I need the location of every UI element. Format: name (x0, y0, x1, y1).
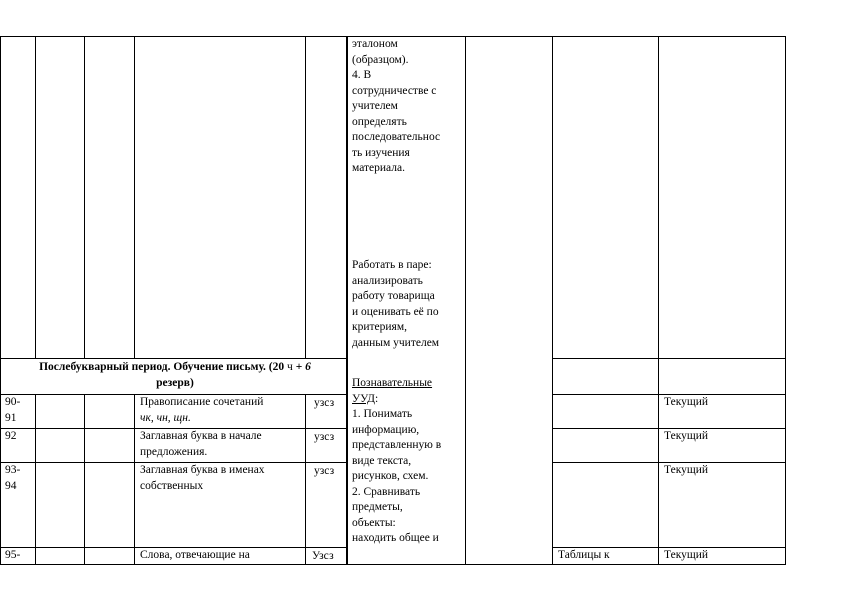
section-header-title: Послебукварный период. Обучение письму. (20 (39, 361, 288, 373)
pair-work-line: данным учителем (352, 336, 440, 349)
pair-work-line: критериям, (352, 321, 407, 333)
lesson-topic (140, 429, 262, 460)
lesson-topic (140, 395, 263, 426)
lesson-topic-line: Правописание сочетаний (140, 396, 264, 408)
cognitive-heading-2 (352, 392, 441, 408)
cognitive-line: предметы, (352, 501, 403, 513)
competency-text (352, 37, 440, 177)
competency-line: определять (352, 115, 407, 128)
pair-work-line: работу товарища (352, 290, 435, 302)
col-line-1b (35, 394, 36, 564)
cognitive-line: находить общее и (352, 532, 439, 544)
cognitive-heading: Познавательные (352, 377, 433, 389)
competency-line: учителем (352, 100, 398, 112)
col-line-1a (35, 36, 36, 358)
pair-work-line: анализировать (352, 274, 423, 287)
col-line-7 (552, 36, 553, 564)
cognitive-heading-colon: : (374, 392, 379, 405)
competency-line: ть изучения (352, 146, 410, 159)
lesson-number-line: 95- (5, 549, 21, 561)
cognitive-line: виде текста, (352, 454, 412, 467)
competency-line: сотрудничестве с (352, 84, 437, 97)
lesson-number (5, 463, 20, 494)
lesson-number-line: 91 (5, 411, 17, 424)
lesson-type: узсз (314, 465, 335, 477)
control-type: Текущий (664, 549, 709, 561)
pair-work-line: и оценивать её по (352, 305, 439, 318)
section-top-line-right (552, 358, 786, 359)
control-type: Текущий (664, 430, 709, 442)
lesson-number (5, 548, 20, 564)
lesson-topic-line: Слова, отвечающие на (140, 549, 250, 561)
lesson-type: Узсз (312, 550, 334, 562)
competency-line: эталоном (352, 38, 398, 50)
col-line-4b (305, 394, 306, 564)
col-line-5 (346, 36, 348, 564)
control-type: Текущий (664, 396, 709, 408)
competency-line: последовательнос (352, 131, 441, 143)
col-line-6 (465, 36, 466, 564)
cognitive-line: рисунков, схем. (352, 470, 429, 482)
lesson-type: узсз (314, 397, 335, 409)
lesson-topic-line: Заглавная буква в начале (140, 430, 262, 442)
col-line-3b (134, 394, 135, 564)
competency-line: 4. В (352, 69, 372, 81)
competency-line: (образцом). (352, 53, 409, 66)
lesson-number-line: 90- (5, 396, 21, 408)
competency-line: материала. (352, 162, 405, 174)
lesson-number-line: 94 (5, 479, 17, 492)
pair-work-text (352, 258, 439, 351)
col-line-2a (84, 36, 85, 358)
cognitive-block (352, 376, 441, 547)
section-header-reserve-count: 6 (305, 361, 311, 373)
table-bottom-border (0, 564, 786, 565)
lesson-topic-line: собственных (140, 479, 204, 492)
section-header-hours-unit: ч (287, 361, 293, 373)
cognitive-line: информацию, (352, 423, 420, 436)
cognitive-line: 2. Сравнивать (352, 485, 421, 498)
lesson-topic-line: предложения. (140, 445, 208, 458)
cognitive-heading-uud: УУД (352, 392, 375, 405)
section-header-plus: + (292, 361, 306, 373)
cognitive-line: 1. Понимать (352, 408, 413, 420)
section-header-line1 (6, 360, 344, 376)
lesson-number (5, 395, 20, 426)
lesson-type: узсз (314, 431, 335, 443)
lesson-number-line: 92 (5, 430, 17, 442)
section-header (6, 360, 344, 391)
lesson-number (5, 429, 17, 445)
col-line-8 (658, 36, 659, 564)
lesson-topic (140, 463, 265, 494)
cognitive-line: представленную в (352, 439, 442, 451)
col-line-right (785, 36, 786, 564)
col-line-left (0, 36, 1, 564)
lesson-topic (140, 548, 250, 564)
control-type: Текущий (664, 464, 709, 476)
lesson-number-line: 93- (5, 464, 21, 476)
col-line-3a (134, 36, 135, 358)
col-line-4a (305, 36, 306, 358)
lesson-topic-letters: чк, чн, щн. (140, 411, 191, 424)
pair-work-line: Работать в паре: (352, 259, 432, 271)
lesson-topic-line: Заглавная буква в именах (140, 464, 265, 476)
section-top-line (0, 358, 348, 359)
col-line-2b (84, 394, 85, 564)
lesson-materials: Таблицы к (558, 549, 610, 561)
cognitive-line: объекты: (352, 516, 396, 529)
section-header-line2: резерв) (156, 376, 194, 389)
